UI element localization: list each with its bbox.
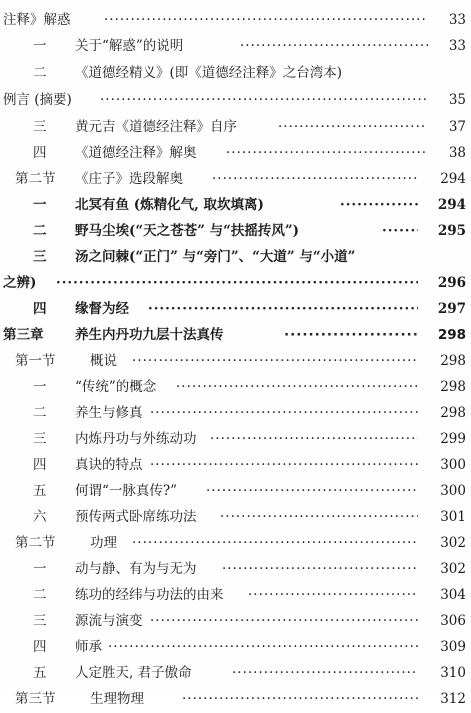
entry-number: 五 bbox=[33, 483, 47, 499]
leader-dots bbox=[132, 530, 418, 557]
leader-dots bbox=[240, 33, 428, 60]
entry-number: 第三节 bbox=[15, 691, 56, 707]
page-number: 312 bbox=[440, 691, 466, 707]
entry-title: 养生与修真 bbox=[75, 405, 143, 421]
page-number: 33 bbox=[448, 38, 466, 54]
leader-dots bbox=[206, 478, 418, 505]
toc-entry bbox=[0, 192, 471, 219]
leader-dots bbox=[176, 374, 418, 401]
leader-dots bbox=[182, 686, 418, 713]
toc-entry bbox=[0, 60, 471, 87]
leader-dots bbox=[222, 556, 418, 583]
page-number: 301 bbox=[440, 509, 466, 525]
entry-title: 《道德经注释》解奥 bbox=[75, 145, 197, 161]
entry-number: 四 bbox=[33, 301, 47, 317]
entry-title: 概说 bbox=[90, 353, 117, 369]
toc-entry bbox=[0, 348, 471, 375]
toc-entry bbox=[0, 114, 471, 141]
entry-title: 《道德经精义》(即《道德经注释》之台湾本) bbox=[75, 65, 343, 81]
page-number: 304 bbox=[440, 587, 466, 603]
page-number: 310 bbox=[440, 665, 466, 681]
entry-number: 二 bbox=[33, 405, 47, 421]
page-number: 33 bbox=[448, 12, 466, 28]
toc-entry bbox=[0, 556, 471, 583]
toc-entry bbox=[0, 400, 471, 427]
entry-title: 注释》解惑 bbox=[3, 12, 71, 28]
toc-entry bbox=[0, 686, 471, 713]
page-number: 295 bbox=[437, 223, 466, 239]
entry-number: 三 bbox=[33, 613, 47, 629]
entry-number: 四 bbox=[33, 145, 47, 161]
entry-number: 二 bbox=[33, 65, 47, 81]
entry-title: 生理物理 bbox=[90, 691, 144, 707]
entry-title: 之辨) bbox=[3, 275, 37, 291]
entry-title: “传统”的概念 bbox=[75, 379, 157, 395]
entry-number: 三 bbox=[33, 119, 47, 135]
toc-entry bbox=[0, 140, 471, 167]
leader-dots bbox=[220, 504, 418, 531]
leader-dots bbox=[132, 348, 418, 375]
leader-dots bbox=[340, 192, 418, 219]
page-number: 296 bbox=[437, 275, 466, 291]
entry-title: 《庄子》选段解奥 bbox=[75, 171, 183, 187]
toc-entry bbox=[0, 608, 471, 635]
entry-title: 师承 bbox=[75, 639, 102, 655]
page-number: 298 bbox=[440, 405, 466, 421]
entry-number: 一 bbox=[33, 197, 47, 213]
toc-entry bbox=[0, 452, 471, 479]
leader-dots bbox=[150, 400, 418, 427]
page-number: 38 bbox=[448, 145, 466, 161]
page-number: 306 bbox=[440, 613, 466, 629]
entry-number: 三 bbox=[33, 249, 47, 265]
page-number: 298 bbox=[440, 379, 466, 395]
entry-number: 第二节 bbox=[15, 171, 56, 187]
leader-dots bbox=[100, 87, 426, 114]
page-number: 37 bbox=[448, 119, 466, 135]
leader-dots bbox=[382, 218, 418, 245]
leader-dots bbox=[226, 140, 426, 167]
entry-number: 六 bbox=[33, 509, 47, 525]
leader-dots bbox=[248, 582, 418, 609]
leader-dots bbox=[232, 660, 418, 687]
entry-title: 人定胜天, 君子傲命 bbox=[75, 665, 192, 681]
entry-title: 预传两式卧席练功法 bbox=[75, 509, 197, 525]
entry-number: 一 bbox=[33, 379, 47, 395]
toc-entry bbox=[0, 582, 471, 609]
entry-number: 四 bbox=[33, 457, 47, 473]
page-number: 300 bbox=[440, 457, 466, 473]
entry-title: 内炼丹功与外练动功 bbox=[75, 431, 197, 447]
entry-number: 五 bbox=[33, 665, 47, 681]
toc-entry bbox=[0, 296, 471, 323]
leader-dots bbox=[210, 426, 418, 453]
entry-number: 第二节 bbox=[15, 535, 56, 551]
toc-entry bbox=[0, 244, 471, 271]
entry-number: 二 bbox=[33, 587, 47, 603]
leader-dots bbox=[212, 166, 418, 193]
entry-title: 黄元吉《道德经注释》自序 bbox=[75, 119, 237, 135]
toc-entry bbox=[0, 504, 471, 531]
entry-title: 功理 bbox=[90, 535, 117, 551]
leader-dots bbox=[56, 270, 418, 297]
page-number: 297 bbox=[437, 301, 466, 317]
page-number: 299 bbox=[440, 431, 466, 447]
toc-entry bbox=[0, 33, 471, 60]
entry-number: 第三章 bbox=[3, 327, 44, 343]
entry-title: 真诀的特点 bbox=[75, 457, 143, 473]
toc-entry bbox=[0, 322, 471, 349]
entry-title: 缘督为经 bbox=[75, 301, 129, 317]
entry-number: 一 bbox=[33, 38, 47, 54]
toc-entry bbox=[0, 374, 471, 401]
page-number: 294 bbox=[437, 197, 466, 213]
toc-entry bbox=[0, 7, 471, 34]
entry-number: 二 bbox=[33, 223, 47, 239]
page-number: 294 bbox=[440, 171, 466, 187]
leader-dots bbox=[150, 452, 418, 479]
entry-title: 汤之问棘(“正门” 与“旁门”、“大道” 与“小道” bbox=[75, 249, 356, 265]
toc-entry bbox=[0, 87, 471, 114]
leader-dots bbox=[108, 634, 418, 661]
page-number: 298 bbox=[437, 327, 466, 343]
entry-title: 动与静、有为与无为 bbox=[75, 561, 197, 577]
page-number: 309 bbox=[440, 639, 466, 655]
entry-title: 养生内丹功九层十法真传 bbox=[75, 327, 224, 343]
leader-dots bbox=[284, 322, 418, 349]
entry-number: 三 bbox=[33, 431, 47, 447]
entry-title: 例言 (摘要) bbox=[3, 92, 72, 108]
toc-entry bbox=[0, 530, 471, 557]
page-number: 35 bbox=[448, 92, 466, 108]
entry-title: 何谓“一脉真传?” bbox=[75, 483, 178, 499]
page-number: 300 bbox=[440, 483, 466, 499]
entry-title: 关于“解惑”的说明 bbox=[75, 38, 184, 54]
toc-entry bbox=[0, 478, 471, 505]
entry-title: 野马尘埃(“天之苍苍” 与“扶摇抟风”) bbox=[75, 223, 300, 239]
entry-title: 北冥有鱼 (炼精化气, 取坎填离) bbox=[75, 197, 264, 213]
toc-entry bbox=[0, 660, 471, 687]
page-number: 298 bbox=[440, 353, 466, 369]
page-number: 302 bbox=[440, 561, 466, 577]
toc-entry bbox=[0, 426, 471, 453]
toc-entry bbox=[0, 166, 471, 193]
entry-number: 四 bbox=[33, 639, 47, 655]
leader-dots bbox=[278, 114, 426, 141]
toc-entry bbox=[0, 270, 471, 297]
toc-entry bbox=[0, 634, 471, 661]
leader-dots bbox=[148, 296, 418, 323]
entry-title: 源流与演变 bbox=[75, 613, 143, 629]
toc-entry bbox=[0, 218, 471, 245]
leader-dots bbox=[150, 608, 418, 635]
leader-dots bbox=[104, 7, 426, 34]
entry-number: 第一节 bbox=[15, 353, 56, 369]
entry-title: 练功的经纬与功法的由来 bbox=[75, 587, 224, 603]
page-number: 302 bbox=[440, 535, 466, 551]
entry-number: 一 bbox=[33, 561, 47, 577]
